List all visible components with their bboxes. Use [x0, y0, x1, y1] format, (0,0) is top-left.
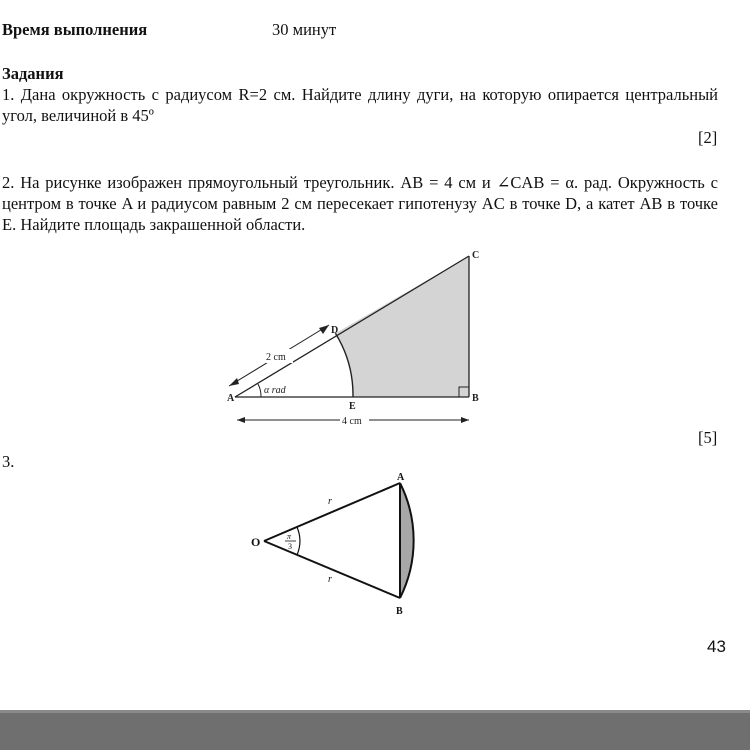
tasks-heading: Задания	[2, 64, 64, 83]
label-e: E	[349, 401, 356, 412]
radius-arrow-end	[319, 325, 329, 334]
task2-score: [5]	[698, 428, 718, 447]
base-arrow-start	[237, 417, 245, 423]
base-arrow-end	[461, 417, 469, 423]
label-a: A	[227, 393, 235, 404]
angle-label: α rad	[264, 385, 286, 396]
time-value: 30 минут	[272, 20, 337, 39]
task2-text: 2. На рисунке изображен прямоугольный треугольник. AB = 4 см и ∠CAB = α. рад. Окружность с центром в точке A и радиусом равным 2 см пересекает гипотенузу AC в точке D, а катет AB в точке E. Найдите площадь закрашенной области.	[2, 173, 718, 234]
label-r-bottom: r	[328, 574, 332, 585]
bottom-bar	[0, 710, 750, 750]
radius-ob	[264, 541, 400, 598]
label-d: D	[331, 325, 339, 336]
task3-number: 3.	[2, 452, 15, 471]
radius-oa	[264, 483, 400, 541]
label-c: C	[472, 250, 480, 261]
page-number: 43	[707, 637, 726, 656]
label-a3: A	[397, 472, 405, 483]
center-angle-arc	[297, 527, 300, 555]
radius-arrow-start	[229, 378, 239, 386]
base-label: 4 cm	[342, 416, 362, 427]
shaded-region	[335, 256, 469, 397]
label-o: O	[251, 535, 261, 549]
alpha-arc	[258, 384, 261, 397]
label-r-top: r	[328, 496, 332, 507]
angle-numerator: π	[287, 532, 292, 541]
label-b3: B	[396, 606, 403, 617]
task1-text: 1. Дана окружность с радиусом R=2 см. Найдите длину дуги, на которую опирается центральный угол, величиной в 45º	[2, 85, 718, 125]
task1-score: [2]	[698, 128, 718, 147]
radius-label: 2 cm	[266, 352, 286, 363]
label-b: B	[472, 393, 479, 404]
angle-denominator: 3	[288, 542, 292, 551]
time-label: Время выполнения	[2, 20, 148, 39]
